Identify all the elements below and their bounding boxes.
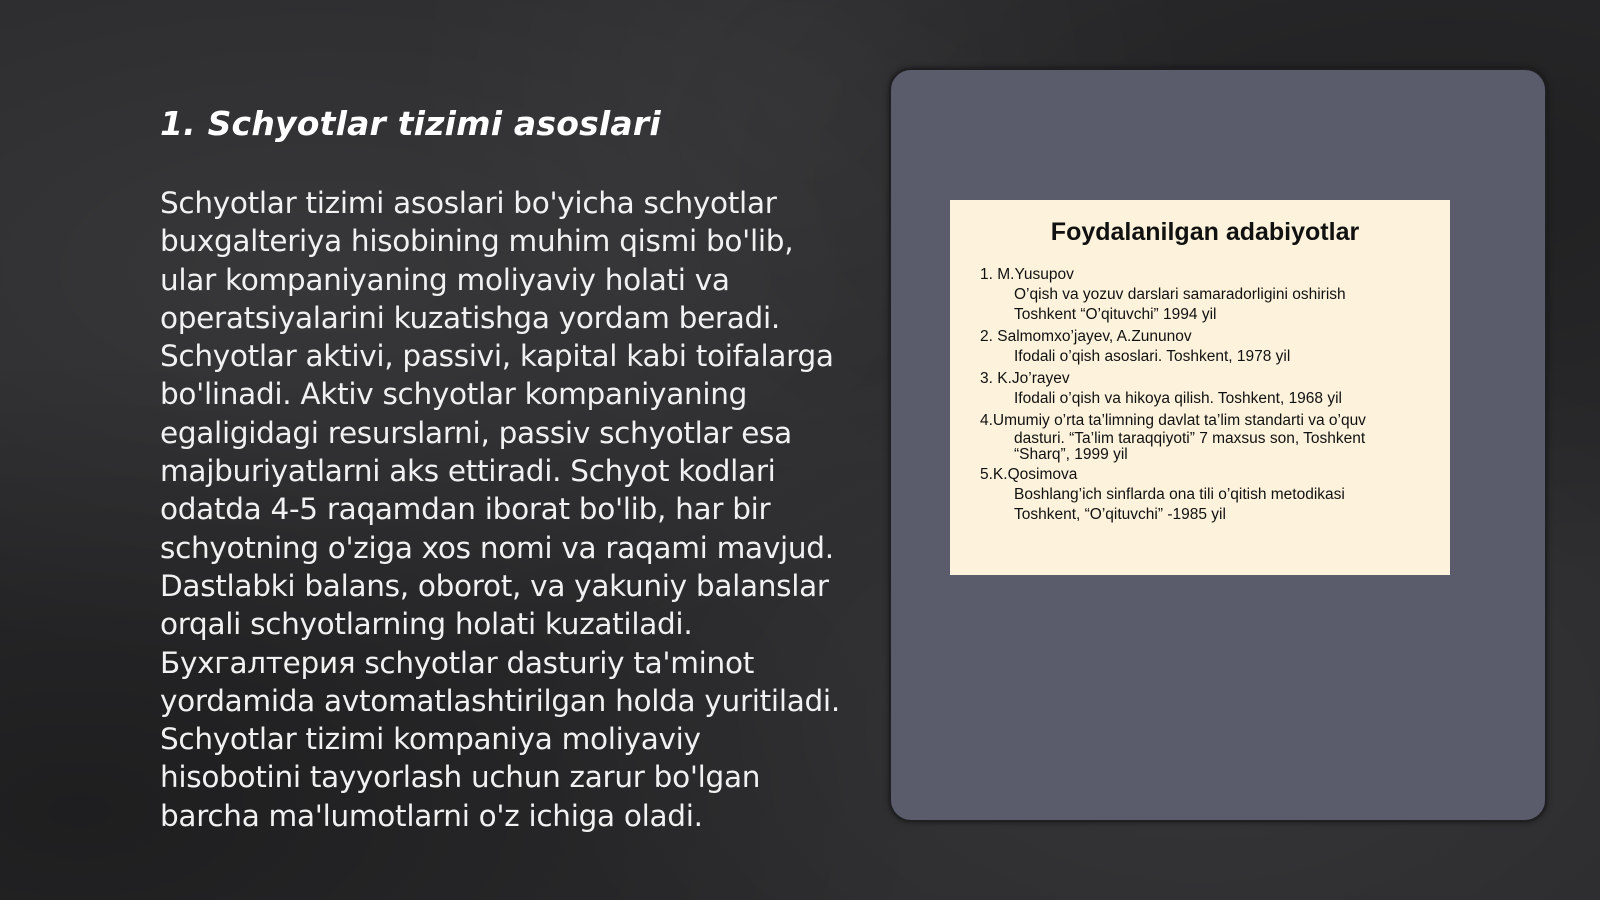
slide-body-text: Schyotlar tizimi asoslari bo'yicha schyotlar buxgalteriya hisobining muhim qismi bo'lib, ular kompaniyaning moliyaviy holati va operatsiyalarini kuzatishga yordam beradi. Schyotlar aktivi, passivi, kapital kabi toifalarga bo'linadi. Aktiv schyotlar kompaniyaning egaligidagi resurslarni, passiv schyotlar esa majburiyatlarni aks ettiradi. Schyot kodlari odatda 4-5 raqamdan iborat bo'lib, har bir schyotning o'ziga xos nomi va raqami mavjud. Dastlabki balans, oborot, va yakuniy balanslar orqali schyotlarning holati kuzatiladi. Бухгалтерия schyotlar dasturiy ta'minot yordamida avtomatlashtirilgan holda yuritiladi. Schyotlar tizimi kompaniya moliyaviy hisobotini tayyorlash uchun zarur bo'lgan barcha ma'lumotlarni o'z ichiga oladi. <box>160 186 840 833</box>
bibliography-item <box>980 369 1428 409</box>
bibliography-item <box>980 465 1428 525</box>
bibliography-list <box>980 265 1428 525</box>
bibliography-detail: Ifodali o’qish va hikoya qilish. Toshkent, 1968 yil <box>1014 390 1342 407</box>
bibliography-detail: dasturi. “Ta’lim taraqqiyoti” 7 maxsus son, Toshkent <box>1014 430 1366 447</box>
bibliography-card <box>950 200 1450 575</box>
bibliography-detail: O’qish va yozuv darslari samaradorligini oshirish <box>1014 286 1346 303</box>
bibliography-detail: “Sharq”, 1999 yil <box>1014 446 1128 463</box>
slide-title: 1. Schyotlar tizimi asoslari <box>160 104 661 143</box>
bibliography-author: 4.Umumiy o’rta ta’limning davlat ta’lim standarti va o’quv <box>980 412 1366 429</box>
bibliography-item <box>980 327 1428 367</box>
bibliography-author: 1. M.Yusupov <box>980 266 1074 283</box>
bibliography-detail: Boshlang’ich sinflarda ona tili o’qitish metodikasi <box>1014 486 1345 503</box>
bibliography-title: Foydalanilgan adabiyotlar <box>1050 218 1360 246</box>
bibliography-item <box>980 411 1428 463</box>
bibliography-detail: Ifodali o’qish asoslari. Toshkent, 1978 yil <box>1014 348 1291 365</box>
bibliography-item <box>980 265 1428 325</box>
bibliography-author: 3. K.Jo’rayev <box>980 370 1070 387</box>
bibliography-detail: Toshkent, “O’qituvchi” -1985 yil <box>1014 506 1226 523</box>
bibliography-author: 2. Salmomxo’jayev, A.Zununov <box>980 328 1192 345</box>
bibliography-detail: Toshkent “O’qituvchi” 1994 yil <box>1014 306 1217 323</box>
bibliography-author: 5.K.Qosimova <box>980 466 1078 483</box>
